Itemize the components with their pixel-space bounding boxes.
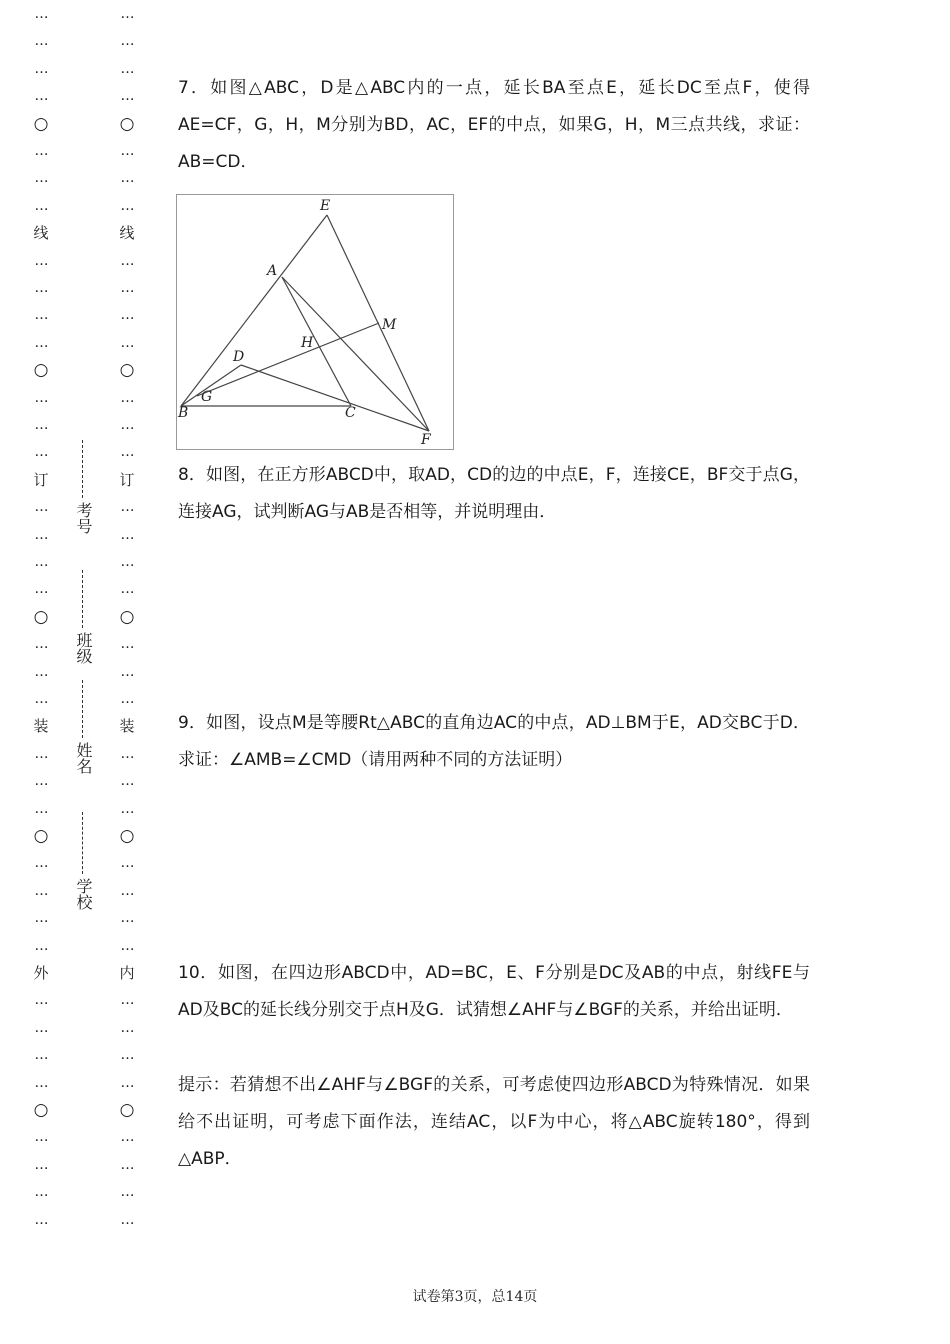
margin-dots: …: [120, 252, 134, 269]
margin-dots: …: [34, 417, 48, 433]
margin-dots: …: [34, 252, 48, 269]
label-m: M: [382, 317, 397, 333]
margin-dots: …: [120, 691, 134, 707]
margin-dots: …: [34, 636, 48, 653]
margin-dots: …: [120, 6, 134, 22]
margin-dots: …: [34, 554, 48, 570]
margin-circle: ○: [33, 1100, 49, 1120]
margin-dots: …: [34, 1019, 48, 1036]
margin-char: 内: [119, 964, 135, 982]
margin-dots: …: [34, 444, 48, 461]
margin-dots: …: [120, 417, 134, 433]
margin-dots: …: [120, 1019, 134, 1036]
segment-gm: [197, 323, 379, 396]
margin-dots: …: [34, 1184, 48, 1201]
margin-dots: …: [120, 937, 134, 954]
margin-dots: …: [34, 581, 48, 598]
margin-dots: …: [120, 992, 134, 1009]
margin-char: 外: [33, 964, 49, 982]
margin-dots: …: [120, 636, 134, 653]
margin-dots: …: [34, 910, 48, 927]
margin-circle: ○: [33, 113, 49, 134]
question-7: 7．如图△ABC，D是△ABC内的一点，延长BA至点E，延长DC至点F，使得AE=CF，G，H，M分别为BD，AC，EF的中点，如果G，H，M三点共线，求证：AB=CD．: [178, 78, 810, 172]
margin-circle: ○: [119, 1100, 135, 1120]
student-info-strip: [66, 440, 100, 930]
margin-dots: …: [120, 33, 134, 50]
margin-dots: …: [120, 1074, 134, 1091]
margin-circle: ○: [33, 360, 49, 381]
info-name: 姓名: [66, 680, 100, 774]
margin-dots: …: [120, 143, 134, 159]
margin-circle: ○: [33, 606, 49, 627]
margin-dots: …: [34, 1074, 48, 1091]
margin-dots: …: [120, 389, 134, 406]
margin-dots: …: [34, 691, 48, 707]
margin-dots: …: [34, 143, 48, 159]
margin-dots: …: [120, 334, 134, 351]
margin-dots: …: [34, 33, 48, 50]
margin-dots: …: [120, 499, 134, 516]
margin-dots: …: [120, 307, 134, 324]
margin-circle: ○: [119, 360, 135, 381]
margin-dots: …: [120, 1129, 134, 1146]
margin-dots: …: [34, 663, 48, 680]
label-b: B: [178, 405, 189, 421]
segment-ac: [282, 277, 351, 406]
margin-dots: …: [34, 745, 48, 762]
label-d: D: [233, 349, 245, 365]
margin-char: 装: [119, 717, 135, 736]
margin-dots: …: [34, 499, 48, 516]
margin-dots: …: [34, 197, 48, 214]
margin-dots: …: [34, 334, 48, 351]
margin-dots: …: [120, 882, 134, 899]
margin-dots: …: [34, 800, 48, 817]
margin-dots: …: [120, 1047, 134, 1064]
question-8: 8．如图，在正方形ABCD中，取AD，CD的边的中点E，F，连接CE，BF交于点G，连接AG，试判断AG与AB是否相等，并说明理由．: [178, 465, 810, 522]
margin-dots: …: [120, 444, 134, 461]
question-10-hint: 提示：若猜想不出∠AHF与∠BGF的关系，可考虑使四边形ABCD为特殊情况．如果给不出证明，可考虑下面作法，连结AC，以F为中心，将△ABC旋转180°，得到△ABP．: [178, 1075, 810, 1169]
margin-dots: …: [34, 170, 48, 187]
page-footer: 试卷第3页，总14页: [412, 1289, 538, 1305]
triangle-diagram: [177, 195, 453, 449]
margin-dots: …: [34, 937, 48, 954]
margin-dots: …: [120, 554, 134, 570]
margin-dots: …: [120, 581, 134, 598]
label-h: H: [301, 335, 314, 351]
margin-char: 装: [33, 717, 49, 736]
margin-dots: …: [34, 1129, 48, 1146]
margin-dots: …: [34, 280, 48, 296]
margin-dots: …: [34, 1211, 48, 1228]
margin-char: 订: [119, 470, 135, 489]
margin-circle: ○: [119, 606, 135, 627]
margin-circle: ○: [33, 826, 49, 846]
margin-dots: …: [120, 1211, 134, 1228]
margin-dots: …: [120, 197, 134, 214]
margin-dots: …: [120, 1156, 134, 1173]
label-a: A: [267, 263, 278, 279]
margin-dots: …: [120, 910, 134, 927]
margin-dots: …: [34, 6, 48, 22]
margin-dots: …: [120, 170, 134, 187]
label-f: F: [421, 432, 431, 448]
margin-circle: ○: [119, 113, 135, 134]
margin-dots: …: [34, 307, 48, 324]
margin-dots: …: [120, 745, 134, 762]
info-school: 学校: [66, 812, 100, 910]
label-c: C: [345, 405, 356, 421]
label-e: E: [320, 198, 331, 214]
margin-char: 线: [119, 224, 135, 243]
margin-dots: …: [120, 280, 134, 296]
label-g: G: [201, 389, 213, 405]
question-10: 10．如图，在四边形ABCD中，AD=BC，E、F分别是DC及AB的中点，射线FE与AD及BC的延长线分别交于点H及G．试猜想∠AHF与∠BGF的关系，并给出证明．: [178, 963, 810, 1020]
margin-dots: …: [34, 855, 48, 872]
margin-dots: …: [120, 773, 134, 790]
margin-circle: ○: [119, 826, 135, 846]
margin-char: 订: [33, 470, 49, 489]
margin-dots: …: [34, 60, 48, 77]
margin-dots: …: [120, 855, 134, 872]
segment-be: [181, 215, 327, 406]
margin-dots: …: [120, 1184, 134, 1201]
margin-dots: …: [34, 1156, 48, 1173]
margin-dots: …: [34, 526, 48, 543]
geometry-figure-q7: [176, 194, 454, 450]
margin-dots: …: [34, 882, 48, 899]
question-9: 9．如图，设点M是等腰Rt△ABC的直角边AC的中点，AD⊥BM于E，AD交BC于D．求证：∠AMB=∠CMD（请用两种不同的方法证明）: [178, 713, 810, 770]
margin-dots: …: [120, 800, 134, 817]
margin-dots: …: [120, 526, 134, 543]
margin-dots: …: [34, 1047, 48, 1064]
margin-dots: …: [120, 663, 134, 680]
margin-dots: …: [34, 88, 48, 105]
margin-dots: …: [34, 992, 48, 1009]
margin-char: 线: [33, 224, 49, 243]
info-exam-number: 考号: [66, 440, 100, 534]
margin-dots: …: [34, 773, 48, 790]
margin-dots: …: [34, 389, 48, 406]
margin-dots: …: [120, 88, 134, 105]
margin-dots: …: [120, 60, 134, 77]
info-class: 班级: [66, 570, 100, 664]
